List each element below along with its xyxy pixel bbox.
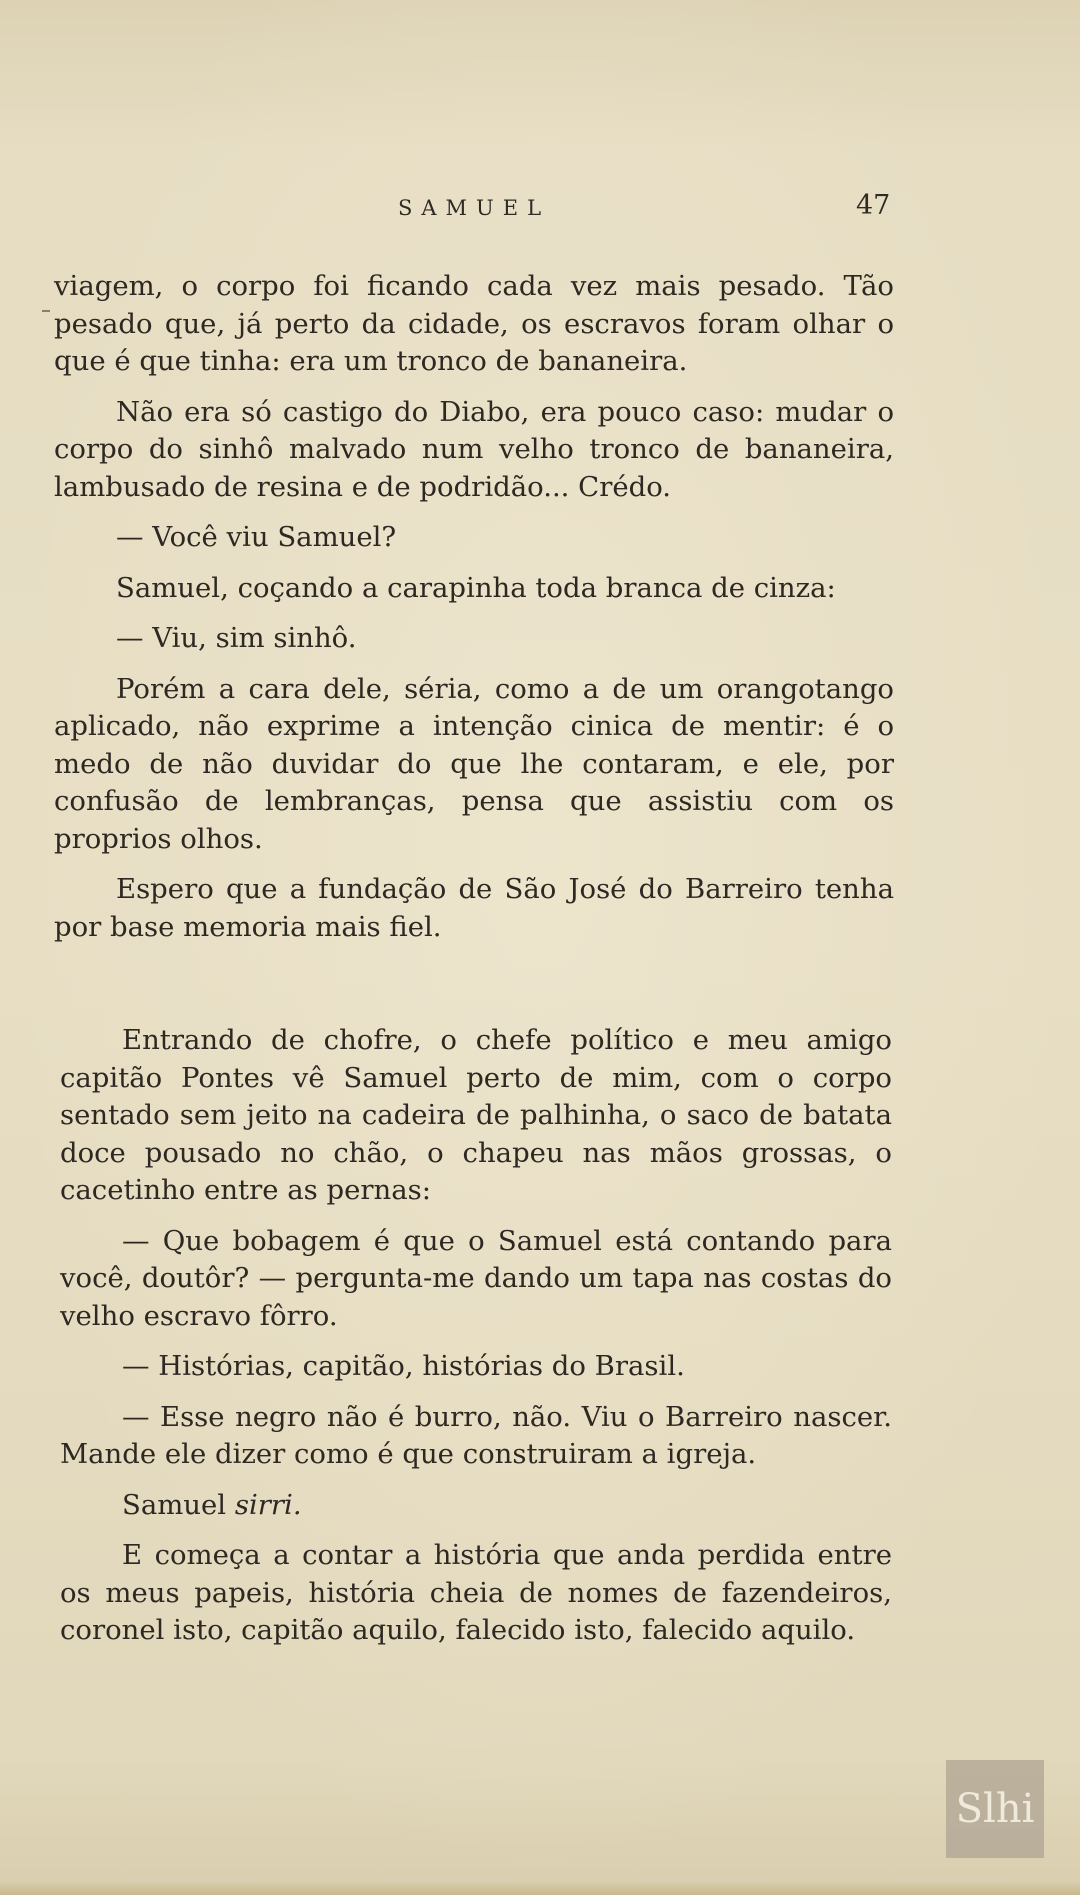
text-section-2 xyxy=(60,1022,892,1663)
page-bottom-edge xyxy=(0,1881,1080,1895)
margin-mark xyxy=(42,310,50,312)
dialogue-line: — Você viu Samuel? xyxy=(116,521,397,553)
sirri-italic: sirri. xyxy=(234,1488,302,1521)
dialogue-line: — Que bobagem é que o Samuel está contando para você, doutôr? — pergunta-me dando um tapa nas costas do velho escravo fôrro. xyxy=(60,1224,892,1332)
paragraph: E começa a contar a história que anda perdida entre os meus papeis, história cheia de nomes de fazendeiros, coronel isto, capitão aquilo, falecido isto, falecido aquilo. xyxy=(60,1539,892,1646)
paragraph: Espero que a fundação de São José do Barreiro tenha por base memoria mais fiel. xyxy=(54,873,894,943)
dialogue-line: — Viu, sim sinhô. xyxy=(116,622,357,654)
library-watermark-logo: Slhi xyxy=(946,1760,1044,1858)
page-header xyxy=(0,190,1080,236)
paragraph: Entrando de chofre, o chefe político e meu amigo capitão Pontes vê Samuel perto de mim, com o corpo sentado sem jeito na cadeira de palhinha, o saco de batata doce pousado no chão, o chapeu nas mãos grossas, o cacetinho entre as pernas: xyxy=(60,1024,892,1206)
samuel-name: Samuel xyxy=(122,1488,227,1521)
text-section-1 xyxy=(54,268,894,959)
paragraph: viagem, o corpo foi ficando cada vez mais pesado. Tão pesado que, já perto da cidade, os escravos foram olhar o que é que tinha: era um tronco de bananeira. xyxy=(54,270,894,377)
paragraph: Não era só castigo do Diabo, era pouco caso: mudar o corpo do sinhô malvado num velho tronco de bananeira, lambusado de resina e de podridão... Crédo. xyxy=(54,395,894,503)
running-title: SAMUEL xyxy=(398,196,551,220)
paragraph-samuel-sirri xyxy=(60,1487,892,1525)
paragraph: Samuel, coçando a carapinha toda branca de cinza: xyxy=(116,571,836,604)
dialogue-line: — Esse negro não é burro, não. Viu o Barreiro nascer. Mande ele dizer como é que construiram a igreja. xyxy=(60,1400,892,1470)
dialogue-line: — Histórias, capitão, histórias do Brasil. xyxy=(122,1350,685,1382)
page-number: 47 xyxy=(856,190,891,221)
paragraph: Porém a cara dele, séria, como a de um orangotango aplicado, não exprime a intenção cinica de mentir: é o medo de não duvidar do que lhe contaram, e ele, por confusão de lembranças, pensa que assistiu com os proprios olhos. xyxy=(54,672,894,855)
